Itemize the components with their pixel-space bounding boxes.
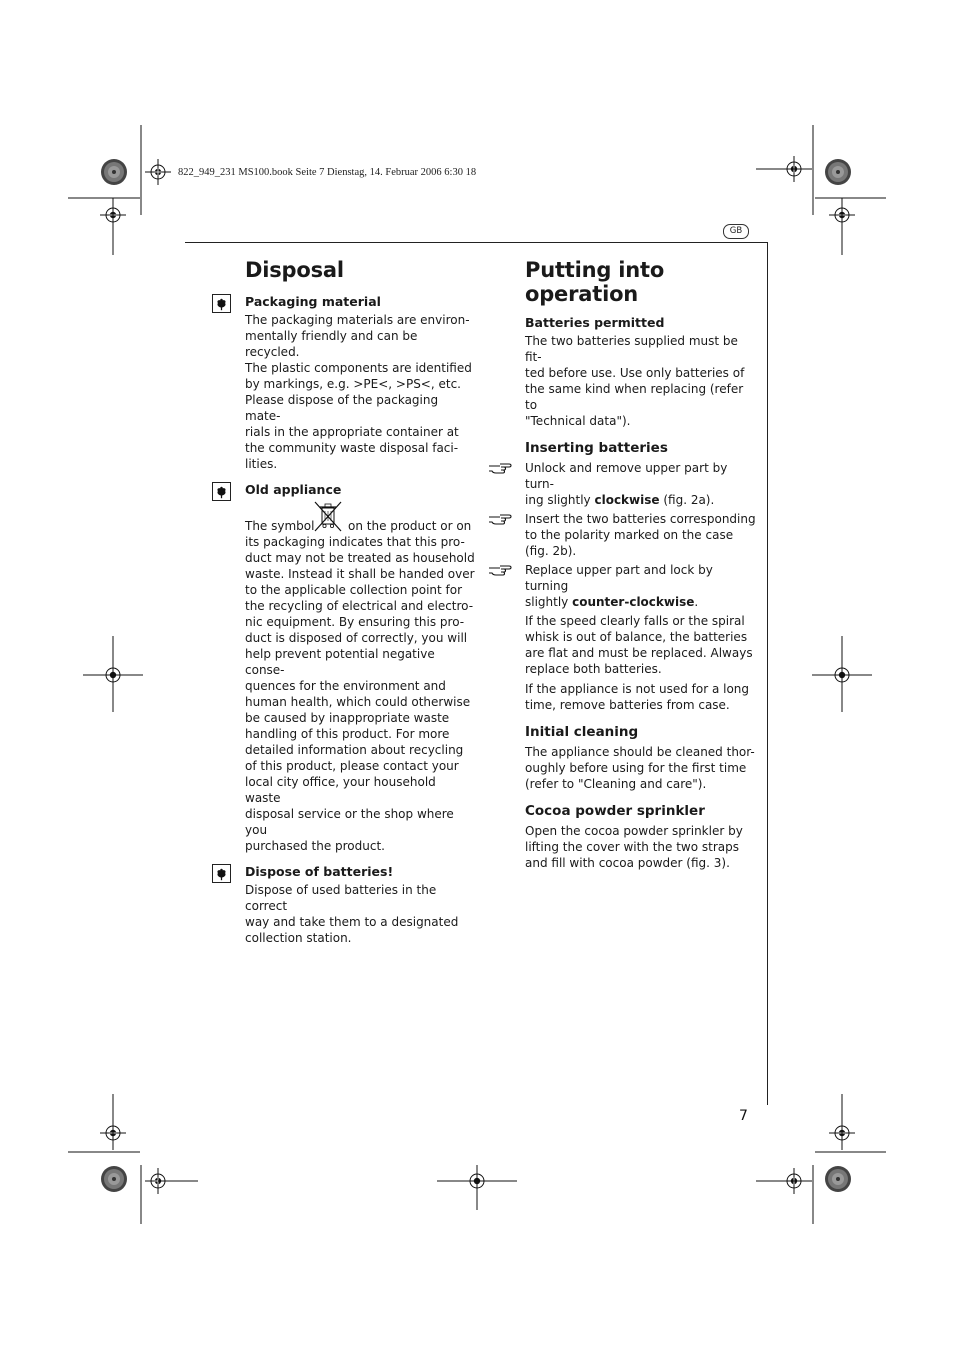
packaging-line: rials in the appropriate container at (245, 425, 459, 439)
packaging-line: by markings, e.g. >PE<, >PS<, etc. (245, 377, 461, 391)
old-appliance-line: of this product, please contact your (245, 759, 459, 773)
operation-title: Putting into operation (525, 258, 665, 306)
speed-note (525, 613, 757, 677)
permitted-line: ted before use. Use only batteries of (525, 366, 745, 380)
inserting-batteries-heading: Inserting batteries (525, 440, 668, 456)
step-item (525, 460, 757, 508)
step2-line: to the polarity marked on the case (525, 528, 734, 542)
packaging-line: mentally friendly and can be recycled. (245, 329, 418, 359)
cocoa-line: and fill with cocoa powder (fig. 3). (525, 856, 730, 870)
inserting-batteries-section (525, 439, 757, 713)
pointing-hand-icon (488, 563, 512, 577)
old-appliance-section (245, 482, 475, 854)
step1-line: Unlock and remove upper part by turn- (525, 461, 728, 491)
disposal-column (245, 258, 475, 956)
cleaning-line: The appliance should be cleaned thor- (525, 745, 755, 759)
permitted-line: "Technical data"). (525, 414, 631, 428)
cocoa-line: Open the cocoa powder sprinkler by (525, 824, 743, 838)
old-appliance-line: quences for the environment and (245, 679, 446, 693)
old-appliance-line: its packaging indicates that this pro- (245, 535, 465, 549)
packaging-line: lities. (245, 457, 278, 471)
eco-leaf-icon (212, 482, 231, 501)
old-appliance-line: handling of this product. For more (245, 727, 450, 741)
step1-line (525, 492, 757, 508)
print-header-note: 822_949_231 MS100.book Seite 7 Dienstag, 14. Februar 2006 6:30 18 (178, 167, 477, 178)
step-item (525, 562, 757, 610)
cocoa-sprinkler-heading: Cocoa powder sprinkler (525, 803, 705, 819)
packaging-line: The plastic components are identified (245, 361, 472, 375)
step1-text: ing slightly (525, 493, 595, 507)
margin-rule (767, 242, 768, 1105)
step-item (525, 511, 757, 559)
old-appliance-line: purchased the product. (245, 839, 385, 853)
old-appliance-line: detailed information about recycling (245, 743, 464, 757)
old-appliance-line: nic equipment. By ensuring this pro- (245, 615, 465, 629)
old-appliance-line: to the applicable collection point for (245, 583, 463, 597)
pointing-hand-icon (488, 512, 512, 526)
packaging-line: the community waste disposal faci- (245, 441, 459, 455)
batteries-disposal-section (245, 864, 475, 946)
old-appliance-line: human health, which could otherwise (245, 695, 471, 709)
step3-text: slightly (525, 595, 573, 609)
packaging-line: The packaging materials are environ- (245, 313, 470, 327)
note-line: If the appliance is not used for a long (525, 682, 750, 696)
old-appliance-line: disposal service or the shop where you (245, 807, 454, 837)
symbol-text-after: on the product or on (348, 519, 472, 533)
batteries-permitted-section (525, 315, 757, 429)
symbol-line (245, 500, 475, 534)
eco-leaf-icon (212, 294, 231, 313)
batteries-disposal-heading: Dispose of batteries! (245, 864, 394, 879)
note-line: replace both batteries. (525, 662, 662, 676)
language-badge: GB (723, 224, 749, 239)
old-appliance-line: waste. Instead it shall be handed over (245, 567, 475, 581)
counter-clockwise-emphasis: counter-clockwise (572, 595, 695, 609)
old-appliance-line: be caused by inappropriate waste (245, 711, 450, 725)
step3-line: Replace upper part and lock by turning (525, 563, 713, 593)
note-line: are flat and must be replaced. Always (525, 646, 753, 660)
step1-text: (fig. 2a). (659, 493, 715, 507)
initial-cleaning-heading: Initial cleaning (525, 724, 639, 740)
old-appliance-line: duct is disposed of correctly, you will (245, 631, 468, 645)
note-line: If the speed clearly falls or the spiral (525, 614, 745, 628)
batteries-disposal-line: Dispose of used batteries in the correct (245, 883, 437, 913)
operation-column (525, 258, 757, 871)
clockwise-emphasis: clockwise (594, 493, 660, 507)
header-rule (185, 242, 767, 243)
initial-cleaning-section (525, 723, 757, 792)
old-appliance-line: local city office, your household waste (245, 775, 436, 805)
packaging-line: Please dispose of the packaging mate- (245, 393, 439, 423)
page-number: 7 (739, 1108, 748, 1124)
crossed-wheelie-bin-icon (312, 500, 344, 534)
note-line: time, remove batteries from case. (525, 698, 730, 712)
old-appliance-line: the recycling of electrical and electro- (245, 599, 474, 613)
step3-text: . (694, 595, 699, 609)
note-line: whisk is out of balance, the batteries (525, 630, 748, 644)
batteries-disposal-line: way and take them to a designated (245, 915, 459, 929)
old-appliance-line: help prevent potential negative conse- (245, 647, 435, 677)
old-appliance-heading: Old appliance (245, 482, 342, 497)
cocoa-line: lifting the cover with the two straps (525, 840, 740, 854)
cleaning-line: (refer to "Cleaning and care"). (525, 777, 707, 791)
permitted-line: the same kind when replacing (refer to (525, 382, 744, 412)
cocoa-sprinkler-section (525, 802, 757, 871)
packaging-section (245, 294, 475, 472)
packaging-heading: Packaging material (245, 294, 381, 309)
disposal-title: Disposal (245, 258, 344, 282)
step2-line: (fig. 2b). (525, 544, 577, 558)
cleaning-line: oughly before using for the first time (525, 761, 747, 775)
pointing-hand-icon (488, 461, 512, 475)
eco-leaf-icon (212, 864, 231, 883)
permitted-line: The two batteries supplied must be fit- (525, 334, 738, 364)
old-appliance-line: duct may not be treated as household (245, 551, 475, 565)
batteries-disposal-line: collection station. (245, 931, 352, 945)
symbol-text-before: The symbol (245, 519, 315, 533)
batteries-permitted-heading: Batteries permitted (525, 315, 665, 330)
storage-note (525, 681, 757, 713)
step3-line (525, 594, 757, 610)
step2-line: Insert the two batteries corresponding (525, 512, 756, 526)
